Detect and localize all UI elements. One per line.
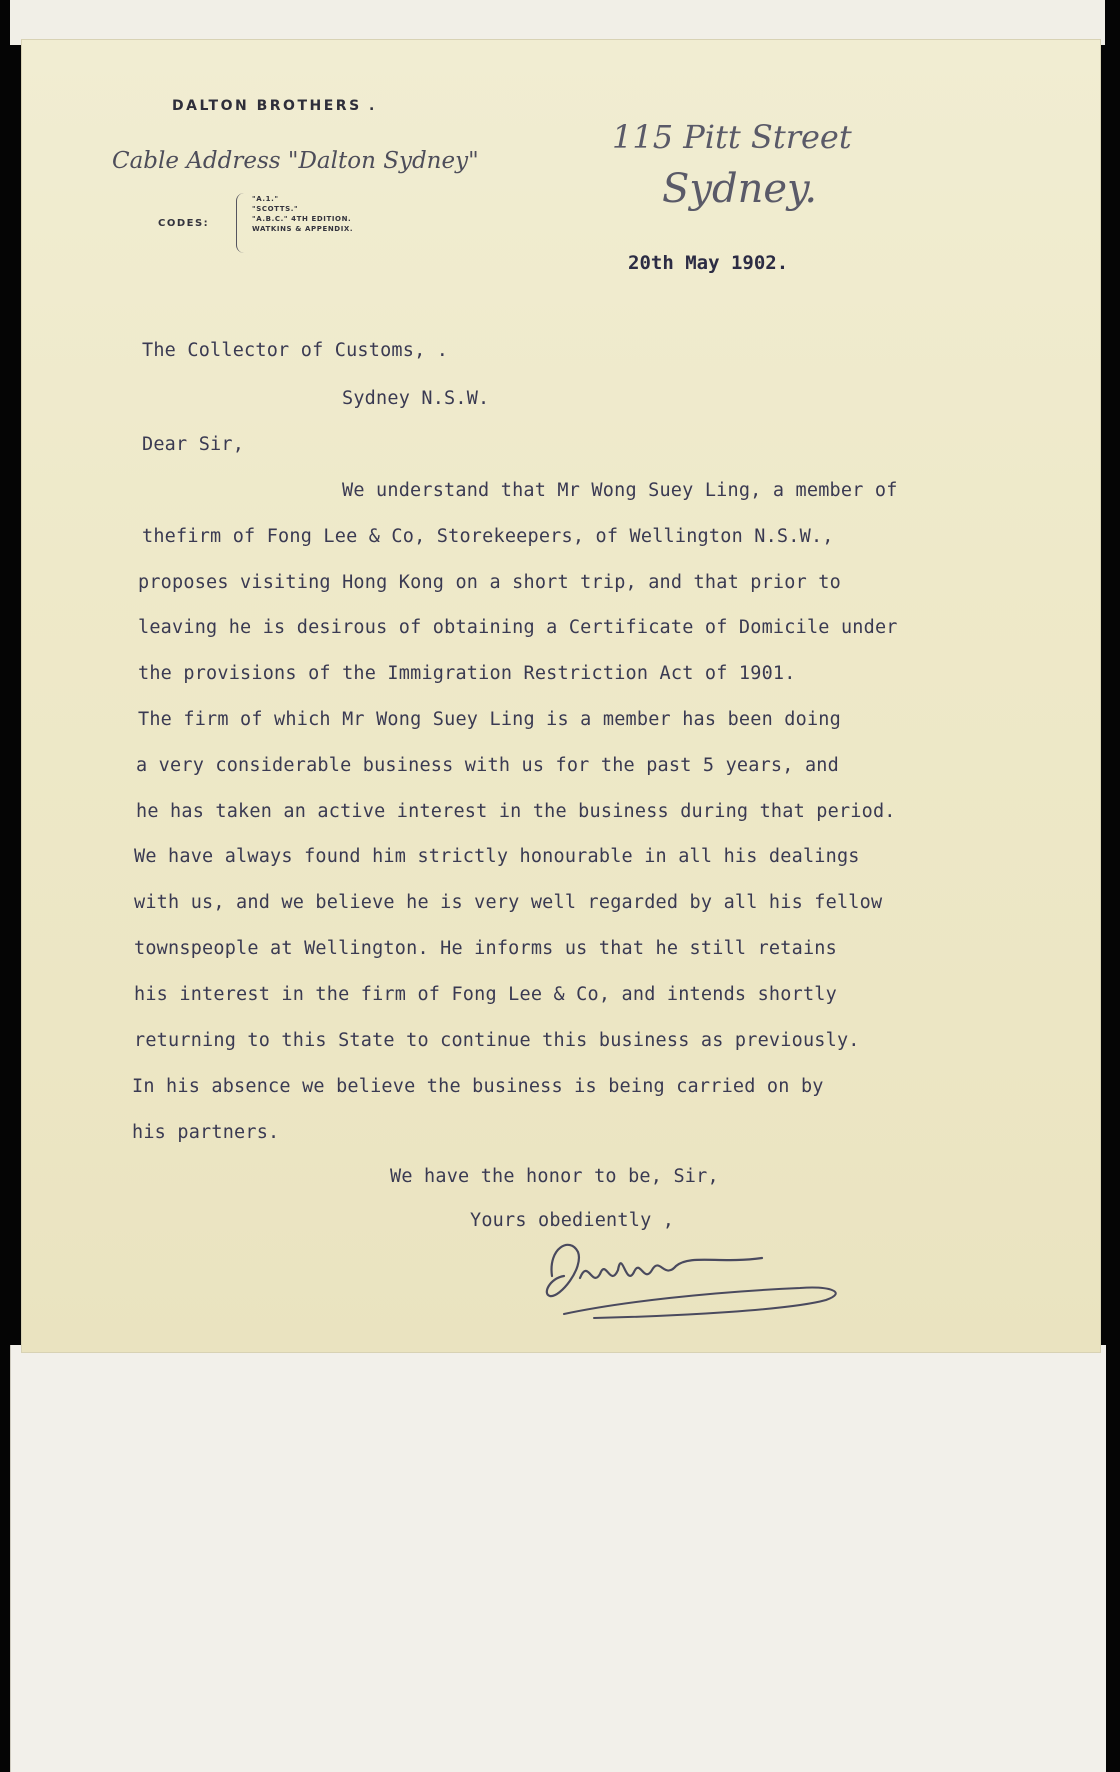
code-item: "SCOTTS." [252,205,299,213]
body-line: his partners. [132,1122,280,1143]
body-line: townspeople at Wellington. He informs us that he still retains [134,938,837,959]
codes-brace [236,193,247,253]
paper-lower-sheet [10,1345,1106,1772]
letter-sheet [22,40,1100,1352]
recipient-line-2: Sydney N.S.W. [342,388,490,409]
paper-top-strip [10,0,1105,45]
body-line: In his absence we believe the business is being carried on by [132,1076,824,1097]
body-line: a very considerable business with us for the past 5 years, and [136,755,839,776]
body-line: thefirm of Fong Lee & Co, Storekeepers, of Wellington N.S.W., [142,526,834,547]
body-line: he has taken an active interest in the business during that period. [136,801,896,822]
body-line: We have always found him strictly honourable in all his dealings [134,846,860,867]
letterhead-firm-name: DALTON BROTHERS . [172,98,377,114]
letterhead-cable-address: Cable Address "Dalton Sydney" [112,148,479,174]
body-line: proposes visiting Hong Kong on a short trip, and that prior to [138,572,841,593]
body-line: We understand that Mr Wong Suey Ling, a member of [342,480,898,501]
body-line: the provisions of the Immigration Restriction Act of 1901. [138,663,796,684]
address-street: 115 Pitt Street [612,118,852,156]
letterhead-codes-list [252,194,353,234]
body-line: his interest in the firm of Fong Lee & Co, and intends shortly [134,984,837,1005]
letter-date: 20th May 1902. [628,252,789,274]
closing-line-2: Yours obediently , [470,1210,675,1231]
closing-line-1: We have the honor to be, Sir, [390,1166,719,1187]
body-line: with us, and we believe he is very well regarded by all his fellow [134,892,883,913]
code-item: WATKINS & APPENDIX. [252,225,354,233]
body-line: returning to this State to continue this business as previously. [134,1030,860,1051]
address-city: Sydney. [662,166,818,212]
salutation: Dear Sir, [142,434,245,455]
recipient-line-1: The Collector of Customs, . [142,340,449,361]
body-line: The firm of which Mr Wong Suey Ling is a member has been doing [138,709,841,730]
signature-mark [530,1218,860,1328]
letterhead-codes-label: CODES: [158,218,210,229]
body-line: leaving he is desirous of obtaining a Certificate of Domicile under [138,617,898,638]
code-item: "A.1." [252,195,279,203]
code-item: "A.B.C." 4TH EDITION. [252,215,352,223]
